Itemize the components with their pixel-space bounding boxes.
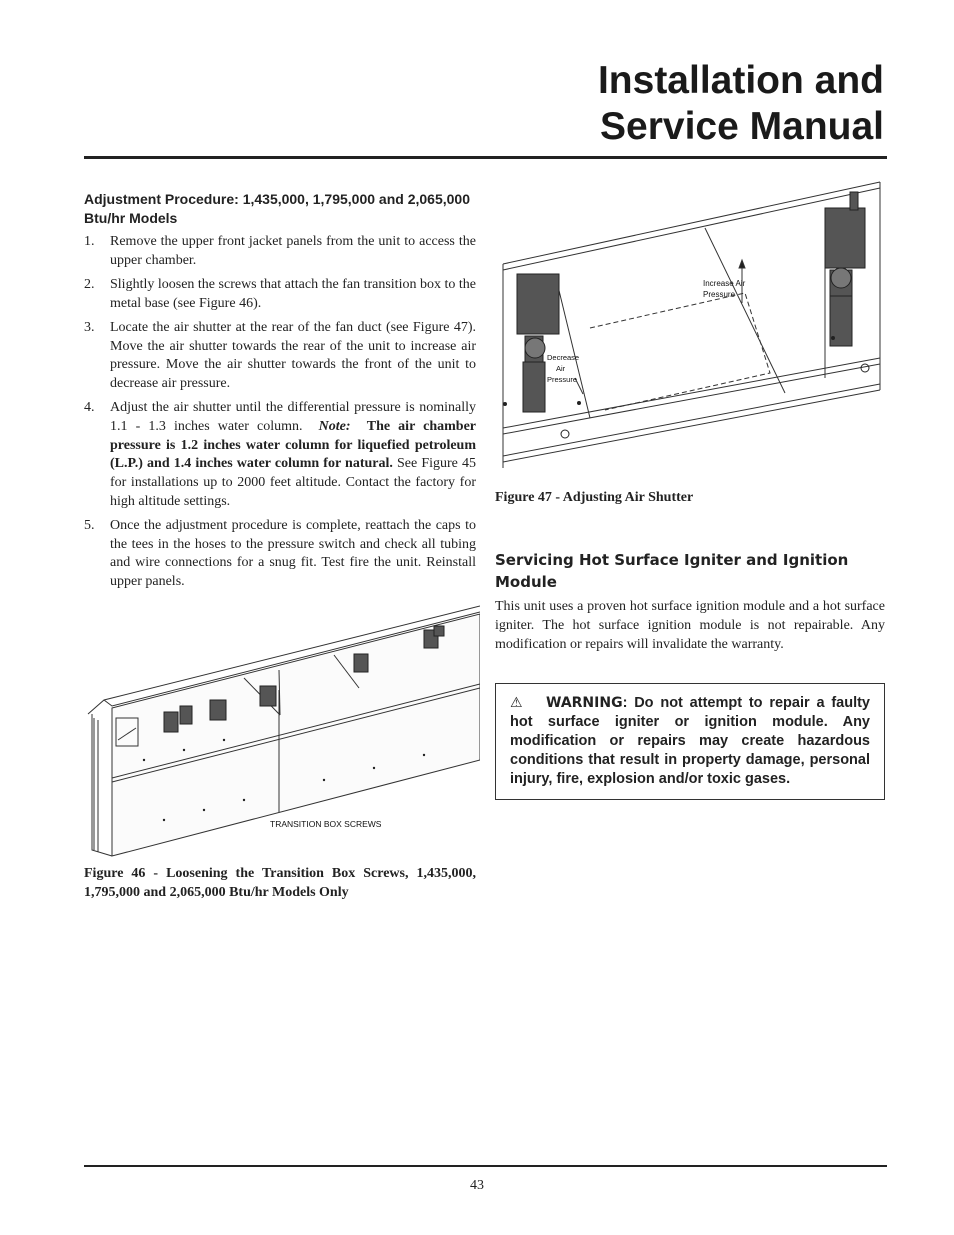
header-rule xyxy=(84,156,887,159)
warning-triangle-icon: ⚠ xyxy=(510,695,523,711)
note-label: Note: xyxy=(318,418,351,434)
step-item xyxy=(84,276,476,313)
servicing-heading: Servicing Hot Surface Igniter and Ignition Module xyxy=(495,551,849,591)
step-number: 1. xyxy=(84,234,95,249)
title-line-2: Service Manual xyxy=(600,105,884,148)
adjustment-section xyxy=(84,190,476,597)
warning-text: : Do not attempt to repair a faulty hot surface igniter or ignition module. Any modification or repairs may create hazardous conditions that result in property damage, personal injury, fire, explosion and/or toxic gases. xyxy=(510,695,870,787)
adjustment-heading: Adjustment Procedure: 1,435,000, 1,795,000 and 2,065,000 Btu/hr Models xyxy=(84,191,470,226)
step-text: Adjust the air shutter until the differential pressure is nominally 1.1 - 1.3 inches water column. xyxy=(110,400,476,434)
step-text: Slightly loosen the screws that attach the fan transition box to the metal base (see Figure 46). xyxy=(110,276,476,311)
warning-label: WARNING xyxy=(546,695,623,711)
servicing-paragraph: This unit uses a proven hot surface ignition module and a hot surface igniter. The hot surface ignition module is not repairable. Any modification or repairs will invalidate the warranty. xyxy=(495,599,885,652)
title-line-1: Installation and xyxy=(597,59,884,102)
step-number: 5. xyxy=(84,517,95,533)
step-text: Remove the upper front jacket panels from the unit to access the upper chamber. xyxy=(110,234,476,268)
figure-46-caption: Figure 46 - Loosening the Transition Box Screws, 1,435,000, 1,795,000 and 2,065,000 Btu/hr Models Only xyxy=(84,866,476,900)
step-item xyxy=(84,319,476,394)
figure-47-caption: Figure 47 - Adjusting Air Shutter xyxy=(495,490,694,505)
label-decrease-line3: Pressure xyxy=(547,375,578,384)
step-item xyxy=(84,399,476,511)
label-decrease-line2: Air xyxy=(556,364,566,373)
figure-47-illustration xyxy=(495,178,885,478)
label-increase-line1: Increase Air xyxy=(703,279,746,288)
adjustment-steps xyxy=(84,233,476,592)
step-item xyxy=(84,233,476,270)
label-increase-line2: Pressure xyxy=(703,290,736,299)
step-number: 4. xyxy=(84,400,95,416)
page-title xyxy=(598,58,884,150)
step-text-continued: See Figure 45 for installations up to 2000 feet altitude. Contact the factory for high altitude settings. xyxy=(110,456,477,509)
figure-46-illustration xyxy=(84,600,480,860)
step-number: 2. xyxy=(84,276,95,292)
page-number: 43 xyxy=(470,1178,484,1193)
warning-box xyxy=(495,683,885,800)
step-text: Once the adjustment procedure is complete, reattach the caps to the tees in the hoses to the pressure switch and check all tubing and wire connections for a snug fit. Test fire the unit. Reinstall upper panels. xyxy=(110,517,476,589)
note-text: The air chamber pressure is 1.2 inches water column for liquefied petroleum (L.P.) and 1.4 inches water column for natural. xyxy=(110,418,476,472)
step-number: 3. xyxy=(84,319,95,335)
label-decrease-line1: Decrease xyxy=(547,353,580,362)
footer-rule xyxy=(84,1165,887,1167)
callout-transition-box-screws: TRANSITION BOX SCREWS xyxy=(270,819,382,829)
step-text: Locate the air shutter at the rear of the fan duct (see Figure 47). Move the air shutter towards the rear of the unit to increase air pressure. Move the air shutter towards the front of the unit to decrease air pressure. xyxy=(110,319,476,391)
step-item xyxy=(84,517,476,592)
